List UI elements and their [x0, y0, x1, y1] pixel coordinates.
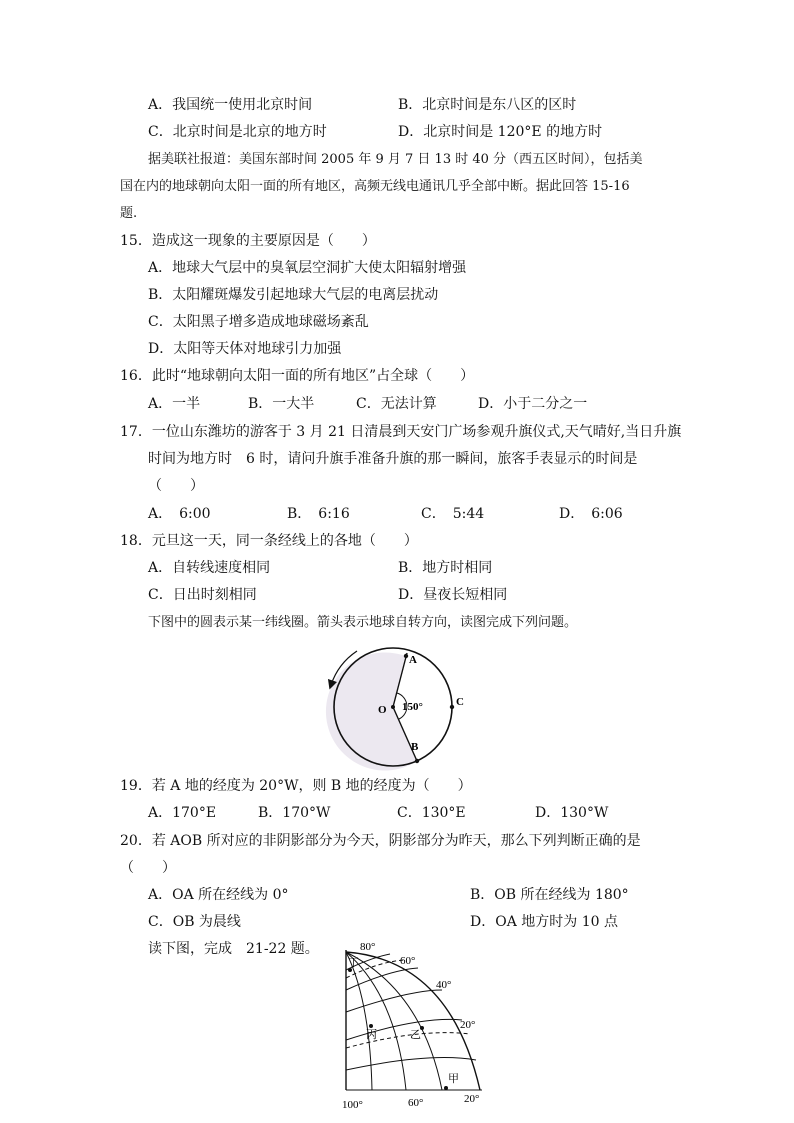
- intro-15-16-line1: 据美联社报道：美国东部时间 2005 年 9 月 7 日 13 时 40 分（西五区时间），包括美: [148, 152, 643, 167]
- q18-option-d: D．昼夜长短相同: [398, 587, 508, 603]
- q15-stem: 15．造成这一现象的主要原因是（ ）: [120, 233, 376, 249]
- intro-15-16-line2: 国在内的地球朝向太阳一面的所有地区，高频无线电通讯几乎全部中断。据此回答 15-16: [120, 179, 630, 194]
- label-lon-20: 20°: [464, 1093, 480, 1105]
- q17-stem-line3: （ ）: [148, 478, 204, 494]
- q15-option-d: D．太阳等天体对地球引力加强: [148, 341, 342, 357]
- dashed-line-lower: [346, 1033, 470, 1048]
- q17-option-c: C． 5:44: [421, 506, 485, 522]
- label-lon-100: 100°: [342, 1099, 363, 1111]
- q17-option-d: D． 6:06: [559, 506, 623, 522]
- q18-option-b: B．地方时相同: [398, 560, 493, 576]
- parallel-0: [346, 1058, 476, 1070]
- label-c: C: [456, 696, 464, 708]
- q20-option-b: B．OB 所在经线为 180°: [470, 887, 629, 903]
- label-bing: 丙: [366, 1029, 377, 1041]
- q16-option-d: D．小于二分之一: [478, 396, 588, 412]
- q14-option-d: D．北京时间是 120°E 的地方时: [398, 124, 603, 140]
- q16-stem: 16．此时“地球朝向太阳一面的所有地区”占全球（ ）: [120, 368, 475, 384]
- label-a: A: [409, 654, 417, 666]
- q16-option-b: B．一大半: [248, 396, 315, 412]
- q19-stem: 19．若 A 地的经度为 20°W，则 B 地的经度为（ ）: [120, 778, 472, 794]
- intro-19-20: 下图中的圆表示某一纬线圈。箭头表示地球自转方向，读图完成下列问题。: [148, 615, 578, 630]
- point-jia-dot: [444, 1086, 448, 1090]
- angle-label: 150°: [402, 701, 423, 713]
- label-lat-80: 80°: [360, 941, 376, 953]
- point-a-dot: [404, 654, 408, 658]
- label-lat-60: 60°: [400, 955, 416, 967]
- label-yi: 乙: [410, 1029, 421, 1041]
- label-jia: 甲: [448, 1073, 459, 1085]
- label-lat-40: 40°: [436, 979, 452, 991]
- point-o-dot: [391, 705, 395, 709]
- q14-option-a: A．我国统一使用北京时间: [148, 97, 313, 113]
- label-b: B: [411, 741, 419, 753]
- label-lon-60: 60°: [408, 1097, 424, 1109]
- label-lat-20: 20°: [460, 1019, 476, 1031]
- q17-stem-line2: 时间为地方时 6 时，请问升旗手准备升旗的那一瞬间，旅客手表显示的时间是: [148, 451, 638, 467]
- q20-option-d: D．OA 地方时为 10 点: [470, 914, 618, 930]
- q17-stem-line1: 17．一位山东潍坊的游客于 3 月 21 日清晨到天安门广场参观升旗仪式,天气晴好,当日升旗: [120, 424, 682, 440]
- label-o: O: [378, 704, 387, 716]
- q16-option-a: A．一半: [148, 396, 201, 412]
- q15-option-a: A．地球大气层中的臭氧层空洞扩大使太阳辐射增强: [148, 260, 467, 276]
- q19-option-b: B．170°W: [258, 805, 331, 821]
- parallel-20: [346, 1019, 462, 1040]
- q14-option-c: C．北京时间是北京的地方时: [148, 124, 327, 140]
- q17-option-a: A． 6:00: [148, 506, 211, 522]
- q20-option-a: A．OA 所在经线为 0°: [148, 887, 289, 903]
- graticule-figure: [330, 940, 510, 1115]
- q15-option-b: B．太阳耀斑爆发引起地球大气层的电离层扰动: [148, 287, 439, 303]
- latitude-circle-figure: [325, 645, 485, 775]
- q16-option-c: C．无法计算: [356, 396, 437, 412]
- q18-option-c: C．日出时刻相同: [148, 587, 257, 603]
- q20-stem-line1: 20．若 AOB 所对应的非阴影部分为今天，阴影部分为昨天，那么下列判断正确的是: [120, 833, 641, 849]
- intro-21-22: 读下图，完成 21-22 题。: [148, 941, 319, 957]
- point-bing-dot: [369, 1024, 373, 1028]
- q14-option-b: B．北京时间是东八区的区时: [398, 97, 577, 113]
- label-ding: 丁: [348, 957, 359, 969]
- q19-option-c: C．130°E: [397, 805, 466, 821]
- q20-option-c: C．OB 为晨线: [148, 914, 241, 930]
- q18-option-a: A．自转线速度相同: [148, 560, 271, 576]
- q19-option-d: D．130°W: [535, 805, 609, 821]
- q18-stem: 18．元旦这一天，同一条经线上的各地（ ）: [120, 533, 418, 549]
- q20-stem-line2: （ ）: [120, 860, 176, 876]
- q17-option-b: B． 6:16: [287, 506, 350, 522]
- point-c-dot: [450, 705, 454, 709]
- q19-option-a: A．170°E: [148, 805, 217, 821]
- intro-15-16-line3: 题.: [120, 206, 138, 221]
- q15-option-c: C．太阳黑子增多造成地球磁场紊乱: [148, 314, 369, 330]
- point-b-dot: [415, 759, 419, 763]
